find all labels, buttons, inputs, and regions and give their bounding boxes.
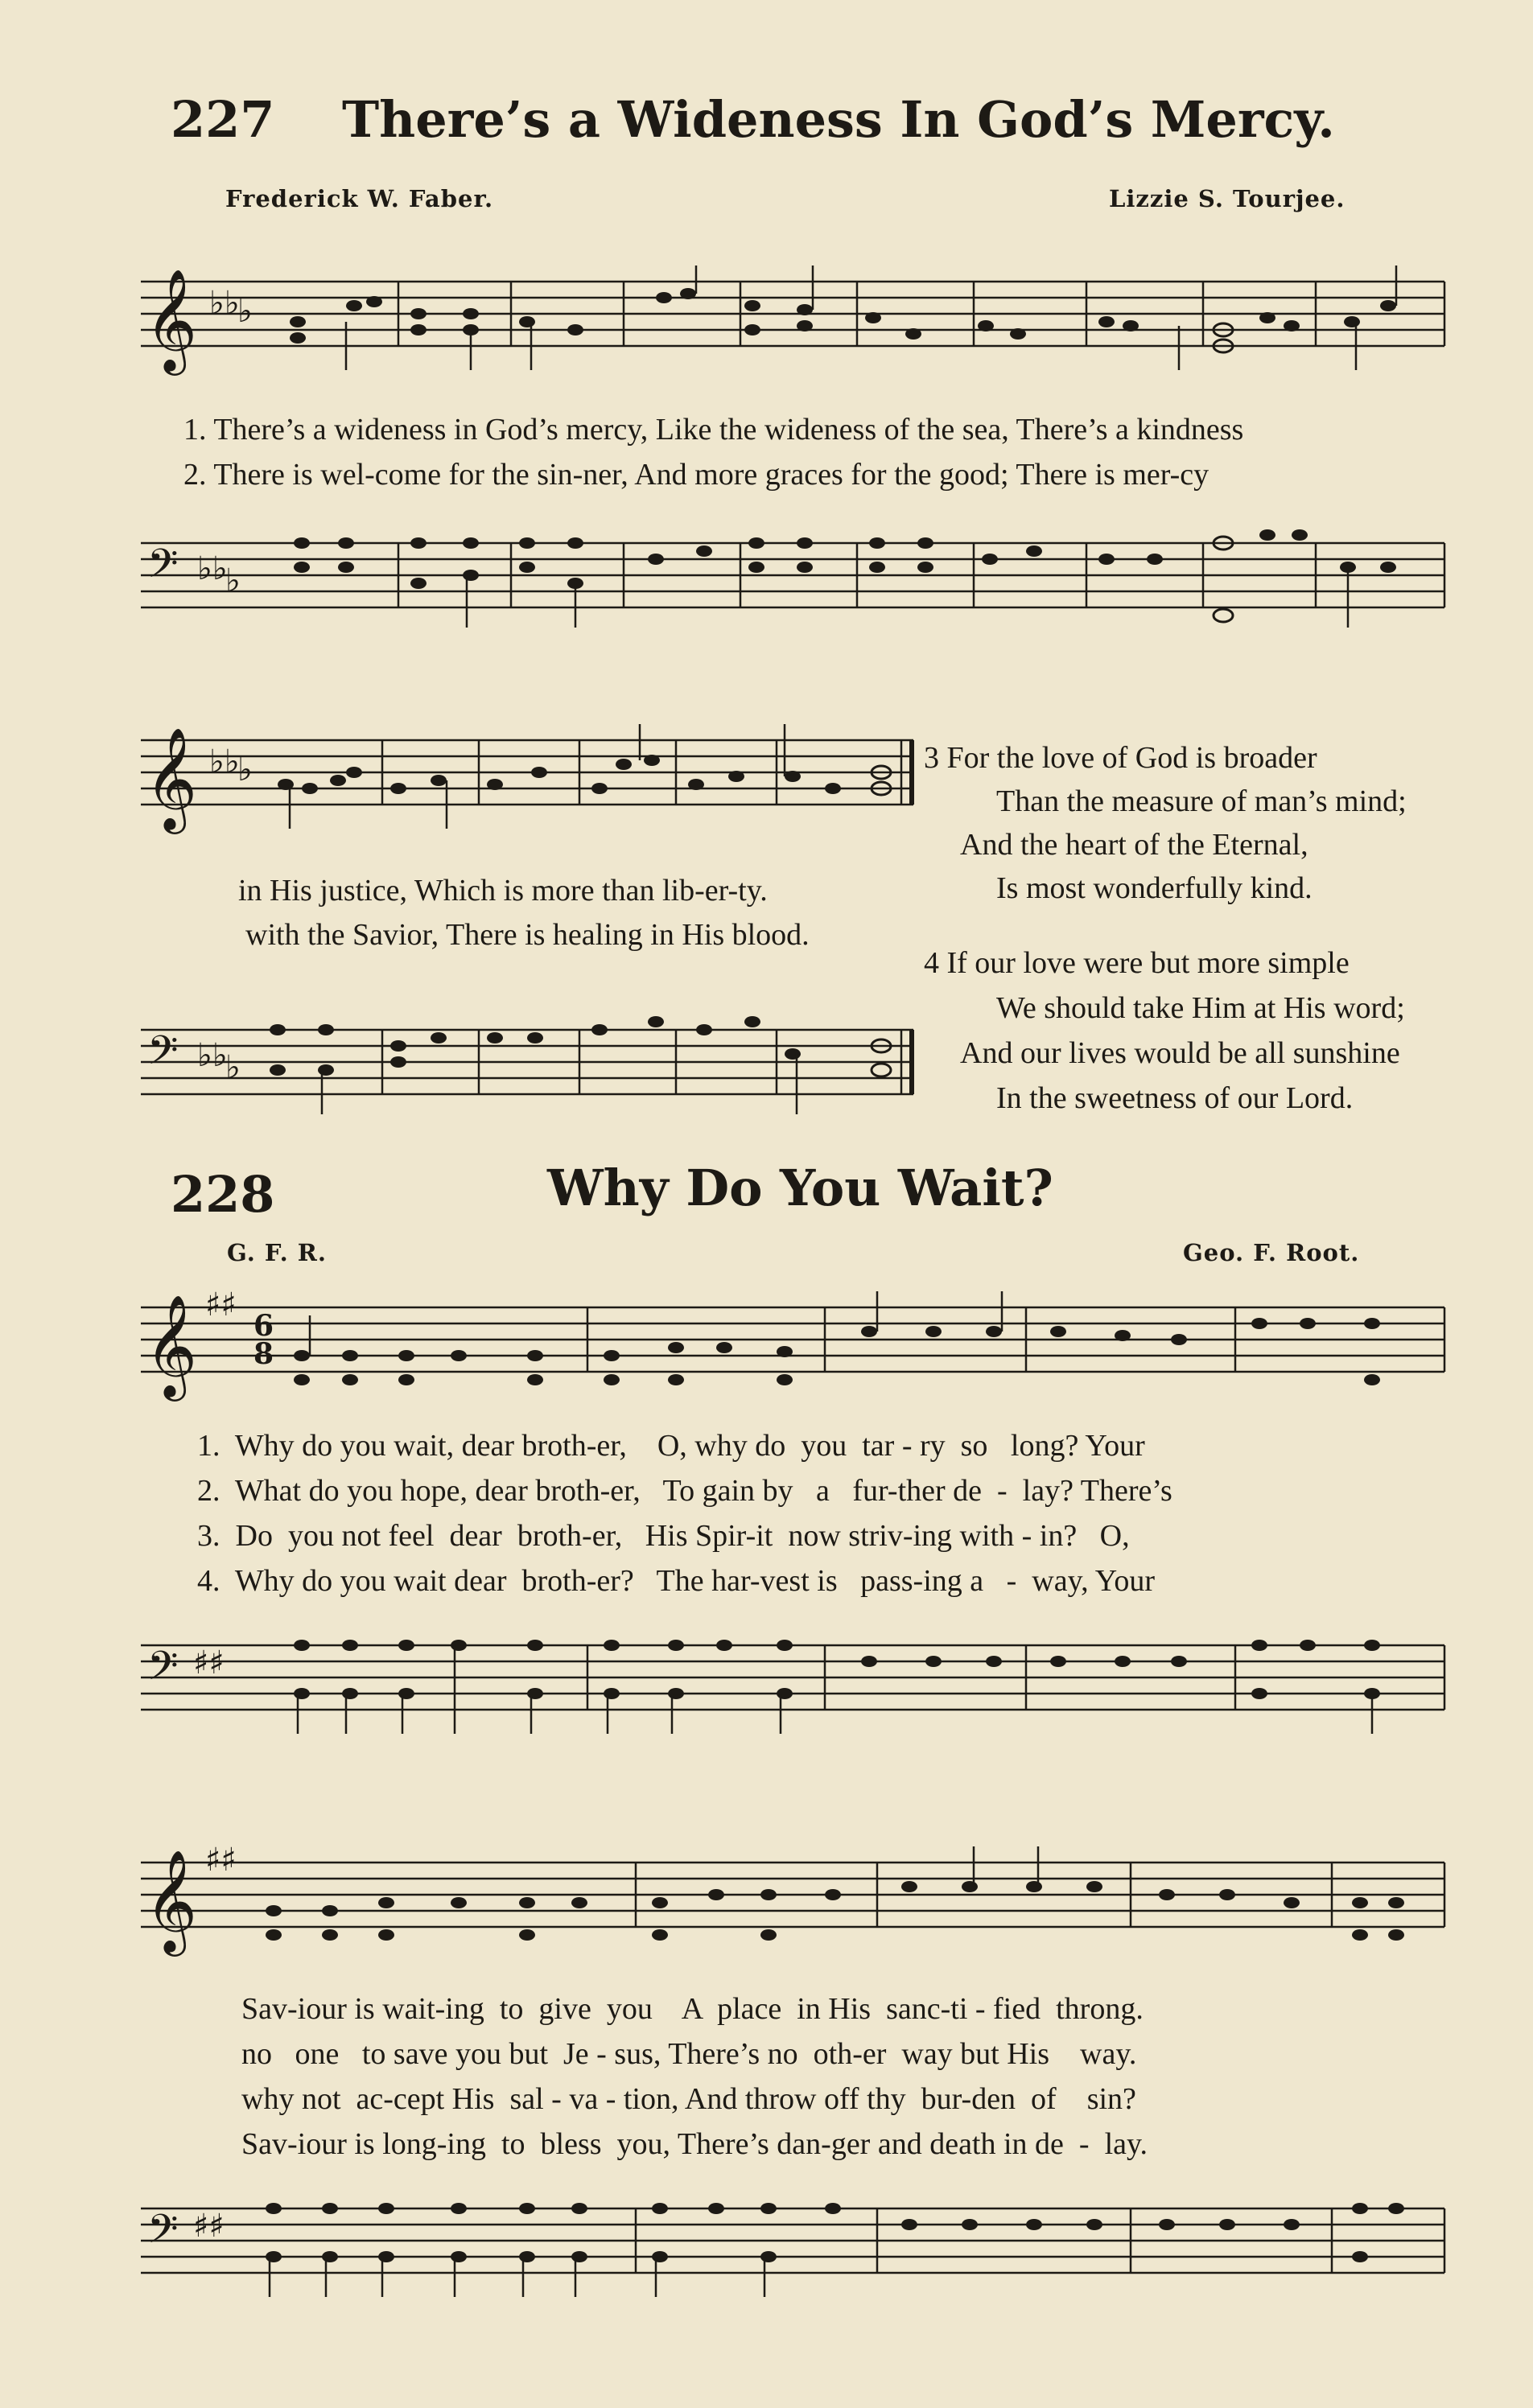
hymn-227-verse2-line1: 2. There is wel-come for the sin-ner, And more graces for the good; There is mer-cy: [183, 458, 1210, 492]
hymn-227-stanza-3: [924, 740, 1439, 914]
svg-text:8: 8: [253, 1337, 274, 1371]
stanza-3-line-1: 3 For the love of God is broader: [924, 741, 1317, 775]
hymn-227-title: There’s a Wideness In God’s Mercy.: [342, 90, 1335, 149]
stanza-4-line-1: 4 If our love were but more simple: [924, 946, 1350, 980]
hymn-228-verse-3-line-2: why not ac-cept His sal - va - tion, And throw off thy bur-den of sin?: [241, 2082, 1136, 2116]
hymn-228-music-credit: Geo. F. Root.: [1183, 1239, 1360, 1266]
hymn-228-treble-staff-1: [141, 1286, 1444, 1412]
hymn-228-verse-3-line-1: 3. Do you not feel dear broth-er, His Spir-it now striv-ing with - in? O,: [197, 1519, 1130, 1553]
hymn-227-bass-staff-2: [141, 1014, 913, 1134]
hymn-227-verse1-line1: 1. There’s a wideness in God’s mercy, Like the wideness of the sea, There’s a kindness: [183, 413, 1244, 447]
hymn-228-verse-2-line-2: no one to save you but Je - sus, There’s no oth-er way but His way.: [241, 2037, 1137, 2071]
svg-text:♭: ♭: [237, 751, 253, 788]
stanza-3-line-3: And the heart of the Eternal,: [960, 828, 1308, 862]
svg-text:♭♭: ♭♭: [209, 743, 240, 780]
hymn-228-bass-staff-1: [141, 1629, 1444, 1782]
hymn-228-verse-2-line-1: 2. What do you hope, dear broth-er, To gain by a fur-ther de - lay? There’s: [197, 1474, 1172, 1508]
svg-text:♯♯: ♯♯: [193, 2208, 225, 2245]
hymn-228-number: 228: [171, 1165, 275, 1224]
svg-text:♭: ♭: [225, 562, 241, 599]
hymn-228-system2-verses: [241, 1991, 1148, 2171]
hymn-228-verse-4-line-2: Sav-iour is long-ing to bless you, There’s dan-ger and death in de - lay.: [241, 2127, 1148, 2161]
hymn-227-number: 227: [171, 90, 275, 149]
hymn-228-title: Why Do You Wait?: [547, 1159, 1053, 1217]
hymn-228-verse-4-line-1: 4. Why do you wait dear broth-er? The har-vest is pass-ing a - way, Your: [197, 1564, 1156, 1598]
hymn-227-treble-staff-2: [141, 724, 913, 845]
hymn-227-verse1-line2: in His justice, Which is more than lib-er-ty.: [238, 874, 768, 908]
svg-text:𝄢: 𝄢: [147, 1643, 179, 1699]
svg-text:𝄢: 𝄢: [147, 2206, 179, 2262]
svg-text:𝄞: 𝄞: [145, 1294, 198, 1397]
hymn-227-stanza-4: [924, 945, 1439, 1126]
hymn-227-words-credit: Frederick W. Faber.: [225, 185, 494, 212]
hymn-228-treble-staff-2: [141, 1842, 1444, 1967]
svg-text:♯♯: ♯♯: [205, 1286, 237, 1323]
hymn-227-bass-staff-1: [141, 527, 1444, 648]
hymn-228-verse-1-line-2: Sav-iour is wait-ing to give you A place in His sanc-ti - fied throng.: [241, 1992, 1144, 2026]
stanza-4-line-4: In the sweetness of our Lord.: [996, 1081, 1354, 1115]
svg-text:6: 6: [253, 1309, 274, 1343]
svg-text:♭: ♭: [225, 1049, 241, 1086]
svg-text:♭: ♭: [237, 293, 253, 330]
svg-text:𝄞: 𝄞: [145, 268, 198, 371]
stanza-4-line-2: We should take Him at His word;: [996, 991, 1405, 1025]
hymn-228-system1-verses: [197, 1428, 1172, 1608]
svg-text:𝄢: 𝄢: [147, 1027, 179, 1084]
svg-text:♯♯: ♯♯: [205, 1842, 237, 1879]
svg-text:♭♭: ♭♭: [197, 550, 228, 587]
svg-text:𝄢: 𝄢: [147, 541, 179, 597]
hymn-228-verse-1-line-1: 1. Why do you wait, dear broth-er, O, why do you tar - ry so long? Your: [197, 1429, 1145, 1463]
hymn-228-words-credit: G. F. R.: [227, 1239, 327, 1266]
svg-text:𝄞: 𝄞: [145, 727, 198, 829]
stanza-3-line-4: Is most wonderfully kind.: [996, 871, 1313, 905]
hymn-227-music-credit: Lizzie S. Tourjee.: [1109, 185, 1345, 212]
svg-text:𝄞: 𝄞: [145, 1849, 198, 1952]
hymn-227-treble-staff-1: [141, 265, 1444, 386]
stanza-4-line-3: And our lives would be all sunshine: [960, 1036, 1400, 1070]
stanza-3-line-2: Than the measure of man’s mind;: [996, 784, 1407, 818]
svg-text:♭♭: ♭♭: [197, 1037, 228, 1074]
svg-text:♯♯: ♯♯: [193, 1644, 225, 1681]
hymn-228-bass-staff-2: [141, 2192, 1444, 2345]
hymn-227-verse2-line2: with the Savior, There is healing in His blood.: [245, 918, 810, 952]
svg-text:♭♭: ♭♭: [209, 285, 240, 322]
